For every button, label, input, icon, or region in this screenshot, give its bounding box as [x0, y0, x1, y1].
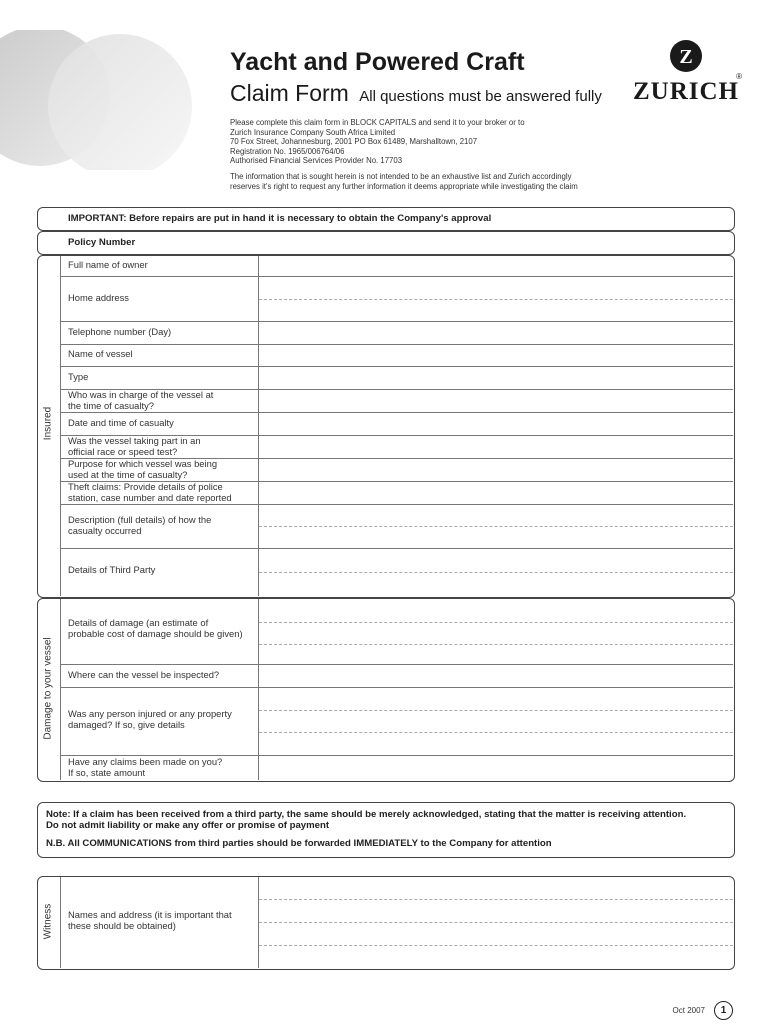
home-address-label: Home address — [68, 292, 129, 303]
claims-label — [68, 757, 222, 778]
damage-line: Details of damage (an estimate of — [68, 617, 209, 628]
form-subtitle — [230, 80, 602, 107]
owner-name-input[interactable] — [260, 257, 730, 275]
intro-fsp: Authorised Financial Services Provider No. 17703 — [230, 156, 403, 166]
form-title: Yacht and Powered Craft — [230, 48, 525, 76]
intro-text — [230, 118, 578, 191]
theft-line: Theft claims: Provide details of police — [68, 481, 223, 492]
third-party-input[interactable] — [260, 550, 730, 594]
in-charge-line: the time of casualty? — [68, 399, 154, 411]
injured-input[interactable] — [260, 689, 730, 754]
description-label — [68, 515, 211, 536]
type-label: Type — [68, 371, 89, 382]
intro-registration: Registration No. 1965/006764/06 — [230, 146, 345, 156]
page-number: 1 — [714, 1001, 733, 1020]
vessel-name-input[interactable] — [260, 346, 730, 365]
subtitle-note: All questions must be answered fully — [359, 88, 602, 105]
date-time-input[interactable] — [260, 414, 730, 434]
race-label — [68, 436, 201, 457]
vessel-name-label: Name of vessel — [68, 348, 133, 359]
witness-input[interactable] — [260, 878, 730, 966]
injured-label — [68, 709, 232, 730]
zurich-z-logo-icon — [630, 38, 742, 78]
logo-letter: Z — [679, 46, 693, 68]
purpose-label — [68, 459, 217, 480]
third-party-label: Details of Third Party — [68, 564, 156, 575]
note-text — [46, 809, 731, 849]
subtitle-main: Claim Form — [230, 80, 349, 106]
witness-section-label: Witness — [42, 903, 54, 940]
registered-mark: ® — [736, 72, 742, 81]
telephone-input[interactable] — [260, 323, 730, 343]
damage-details-label — [68, 618, 243, 639]
intro-line: Please complete this claim form in BLOCK CAPITALS and send it to your broker or to — [230, 118, 525, 127]
important-text: IMPORTANT: Before repairs are put in hand it is necessary to obtain the Company's approval — [68, 213, 492, 224]
damage-section-label: Damage to your vessel — [42, 637, 54, 740]
race-input[interactable] — [260, 437, 730, 457]
injured-line: Was any person injured or any property — [68, 708, 232, 719]
owner-name-label: Full name of owner — [68, 259, 148, 270]
purpose-line: used at the time of casualty? — [68, 468, 188, 480]
witness-line: Names and address (it is important that — [68, 909, 232, 920]
zurich-logo — [630, 38, 742, 108]
race-line: official race or speed test? — [68, 445, 178, 457]
policy-number-label: Policy Number — [68, 237, 136, 248]
telephone-label: Telephone number (Day) — [68, 326, 172, 337]
claims-input[interactable] — [260, 757, 730, 778]
witness-line: these should be obtained) — [68, 919, 176, 931]
theft-label — [68, 482, 232, 503]
type-input[interactable] — [260, 368, 730, 388]
theft-input[interactable] — [260, 483, 730, 503]
in-charge-input[interactable] — [260, 391, 730, 411]
description-input[interactable] — [260, 506, 730, 547]
note-line: Note: If a claim has been received from a third party, the same should be merely acknowledged, stating that the matter is receiving attention. — [46, 809, 687, 820]
claims-line: If so, state amount — [68, 766, 146, 778]
nb-line: N.B. All COMMUNICATIONS from third parties should be forwarded IMMEDIATELY to the Company for attention — [46, 838, 552, 849]
damage-details-input[interactable] — [260, 600, 730, 663]
theft-line: station, case number and date reported — [68, 491, 232, 503]
intro-disclaimer-2: reserves it's right to request any further information it deems appropriate while investigating the claim — [230, 181, 578, 191]
inspect-label: Where can the vessel be inspected? — [68, 669, 220, 680]
date-time-label: Date and time of casualty — [68, 417, 174, 428]
intro-company: Zurich Insurance Company South Africa Limited — [230, 127, 396, 137]
damage-line: probable cost of damage should be given) — [68, 627, 243, 639]
home-address-input[interactable] — [260, 278, 730, 320]
description-line: Description (full details) of how the — [68, 514, 212, 525]
injured-line: damaged? If so, give details — [68, 718, 185, 730]
claims-line: Have any claims been made on you? — [68, 756, 223, 767]
purpose-line: Purpose for which vessel was being — [68, 458, 218, 469]
insured-section-label: Insured — [42, 406, 54, 441]
in-charge-label — [68, 390, 213, 411]
intro-address: 70 Fox Street, Johannesburg, 2001 PO Box 61489, Marshalltown, 2107 — [230, 137, 478, 147]
witness-label — [68, 910, 232, 931]
race-line: Was the vessel taking part in an — [68, 435, 201, 446]
policy-number-input[interactable] — [260, 233, 730, 251]
footer-date: Oct 2007 — [672, 1006, 705, 1015]
note-line: Do not admit liability or make any offer or promise of payment — [46, 820, 330, 831]
purpose-input[interactable] — [260, 460, 730, 480]
in-charge-line: Who was in charge of the vessel at — [68, 389, 214, 400]
logo-wordmark: ZURICH — [632, 78, 739, 105]
decorative-circles — [0, 30, 200, 170]
inspect-input[interactable] — [260, 666, 730, 686]
intro-disclaimer-1: The information that is sought herein is not intended to be an exhaustive list and Zurich accordingly — [230, 171, 572, 181]
description-line: casualty occurred — [68, 524, 142, 536]
